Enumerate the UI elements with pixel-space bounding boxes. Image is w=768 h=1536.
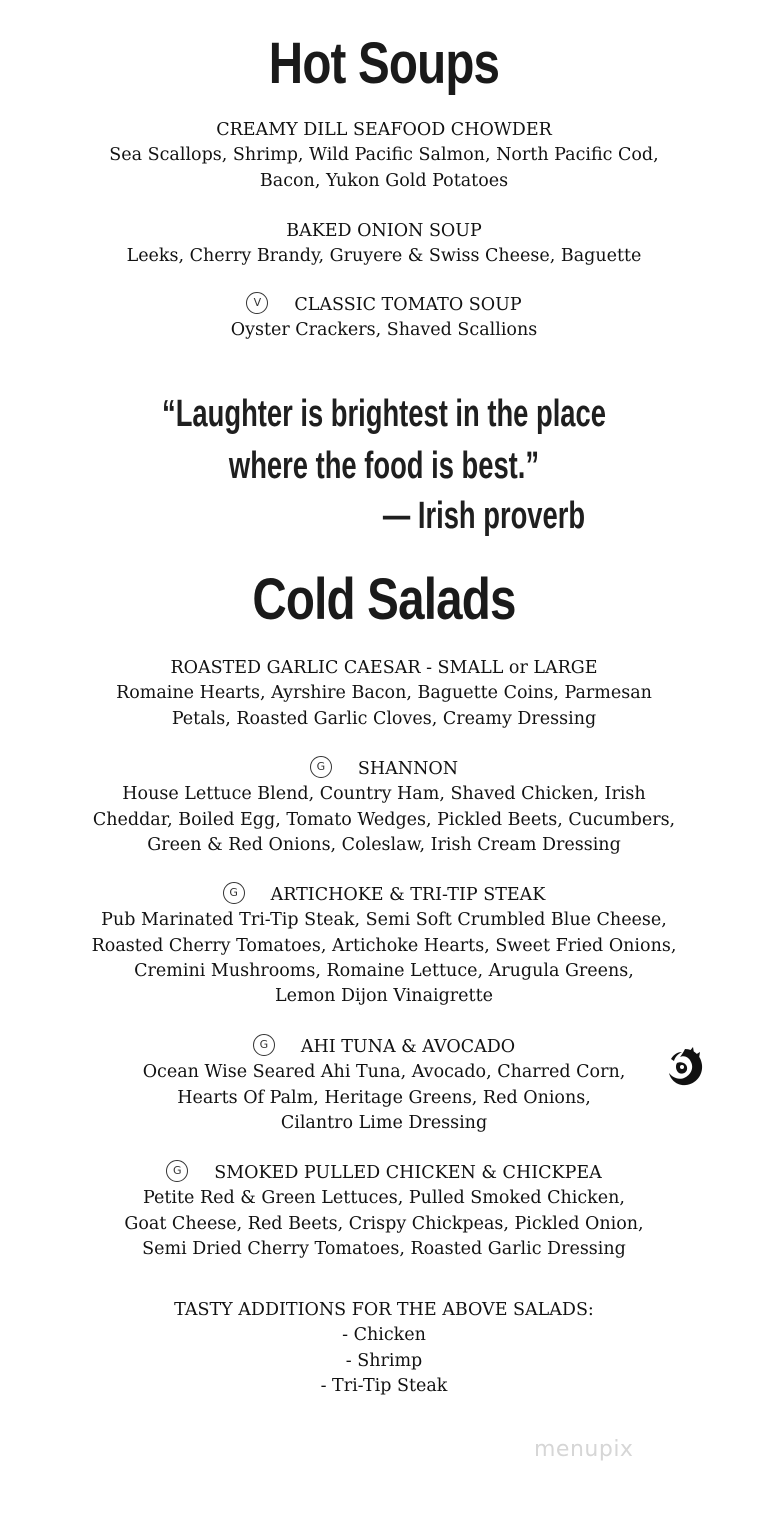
gluten-free-badge-icon: G	[310, 756, 332, 778]
addition-item: - Tri-Tip Steak	[320, 1375, 448, 1396]
item-description: Petite Red & Green Lettuces, Pulled Smoked Chicken,	[143, 1188, 625, 1209]
menu-item-shannon	[40, 756, 728, 858]
item-description: Semi Dried Cherry Tomatoes, Roasted Garlic Dressing	[142, 1238, 626, 1259]
menu-item-roasted-garlic-caesar	[40, 656, 728, 732]
item-description: Cilantro Lime Dressing	[280, 1112, 488, 1133]
menu-item-artichoke-tri-tip-steak	[40, 882, 728, 1009]
item-description: Pub Marinated Tri-Tip Steak, Semi Soft Crumbled Blue Cheese,	[101, 910, 667, 931]
item-description: Leeks, Cherry Brandy, Gruyere & Swiss Cheese, Baguette	[126, 246, 642, 267]
item-name: AHI TUNA & AVOCADO	[300, 1037, 516, 1057]
addition-item: - Chicken	[342, 1325, 426, 1346]
item-description: House Lettuce Blend, Country Ham, Shaved Chicken, Irish	[122, 784, 646, 805]
additions-title: TASTY ADDITIONS FOR THE ABOVE SALADS:	[174, 1300, 594, 1320]
section-title-hot-soups: Hot Soups	[268, 31, 500, 96]
item-description: Oyster Crackers, Shaved Scallions	[230, 320, 538, 341]
item-description: Goat Cheese, Red Beets, Crispy Chickpeas, Pickled Onion,	[124, 1213, 644, 1234]
vegetarian-badge-icon: V	[246, 292, 268, 314]
item-description: Romaine Hearts, Ayrshire Bacon, Baguette Coins, Parmesan	[116, 683, 652, 704]
item-description: Green & Red Onions, Coleslaw, Irish Cream Dressing	[147, 834, 621, 855]
item-name: SHANNON	[357, 759, 459, 779]
item-description: Sea Scallops, Shrimp, Wild Pacific Salmon, North Pacific Cod,	[109, 145, 659, 166]
menu-item-smoked-pulled-chicken-chickpea	[40, 1160, 728, 1262]
item-name: ROASTED GARLIC CAESAR - SMALL or LARGE	[170, 658, 598, 678]
item-name-row	[40, 882, 728, 908]
item-description: Cremini Mushrooms, Romaine Lettuce, Arugula Greens,	[134, 960, 634, 981]
menu-item-ahi-tuna-avocado	[40, 1034, 728, 1136]
item-name-row	[40, 292, 728, 318]
menu-item-classic-tomato-soup	[40, 292, 728, 344]
salad-additions	[40, 1298, 728, 1399]
item-description: Hearts Of Palm, Heritage Greens, Red Onions,	[177, 1087, 591, 1108]
quote-attribution: — Irish proverb	[382, 495, 586, 537]
watermark: menupix	[534, 1437, 634, 1462]
item-name: CLASSIC TOMATO SOUP	[294, 295, 522, 315]
quote-line-2: where the food is best.”	[228, 445, 540, 487]
gluten-free-badge-icon: G	[253, 1034, 275, 1056]
section-title-cold-salads: Cold Salads	[252, 567, 516, 632]
item-name-row	[40, 1034, 728, 1060]
item-description: Bacon, Yukon Gold Potatoes	[259, 170, 509, 191]
item-name: ARTICHOKE & TRI-TIP STEAK	[270, 885, 546, 905]
gluten-free-badge-icon: G	[223, 882, 245, 904]
addition-item: - Shrimp	[345, 1350, 423, 1371]
item-name: BAKED ONION SOUP	[286, 221, 482, 241]
item-description: Petals, Roasted Garlic Cloves, Creamy Dressing	[171, 708, 597, 729]
item-description: Cheddar, Boiled Egg, Tomato Wedges, Pickled Beets, Cucumbers,	[92, 809, 676, 830]
item-name-row	[40, 756, 728, 782]
item-description: Roasted Cherry Tomatoes, Artichoke Hearts, Sweet Fried Onions,	[91, 935, 677, 956]
menu-item-creamy-dill-seafood-chowder	[40, 118, 728, 194]
menu-item-baked-onion-soup	[40, 219, 728, 270]
gluten-free-badge-icon: G	[166, 1160, 188, 1182]
item-name: SMOKED PULLED CHICKEN & CHICKPEA	[214, 1163, 602, 1183]
item-description: Lemon Dijon Vinaigrette	[275, 986, 493, 1007]
ocean-wise-fish-icon	[663, 1045, 707, 1089]
quote-line-1: “Laughter is brightest in the place	[162, 393, 606, 435]
item-name: CREAMY DILL SEAFOOD CHOWDER	[216, 120, 552, 140]
item-name-row	[40, 1160, 728, 1186]
item-description: Ocean Wise Seared Ahi Tuna, Avocado, Charred Corn,	[142, 1062, 626, 1083]
